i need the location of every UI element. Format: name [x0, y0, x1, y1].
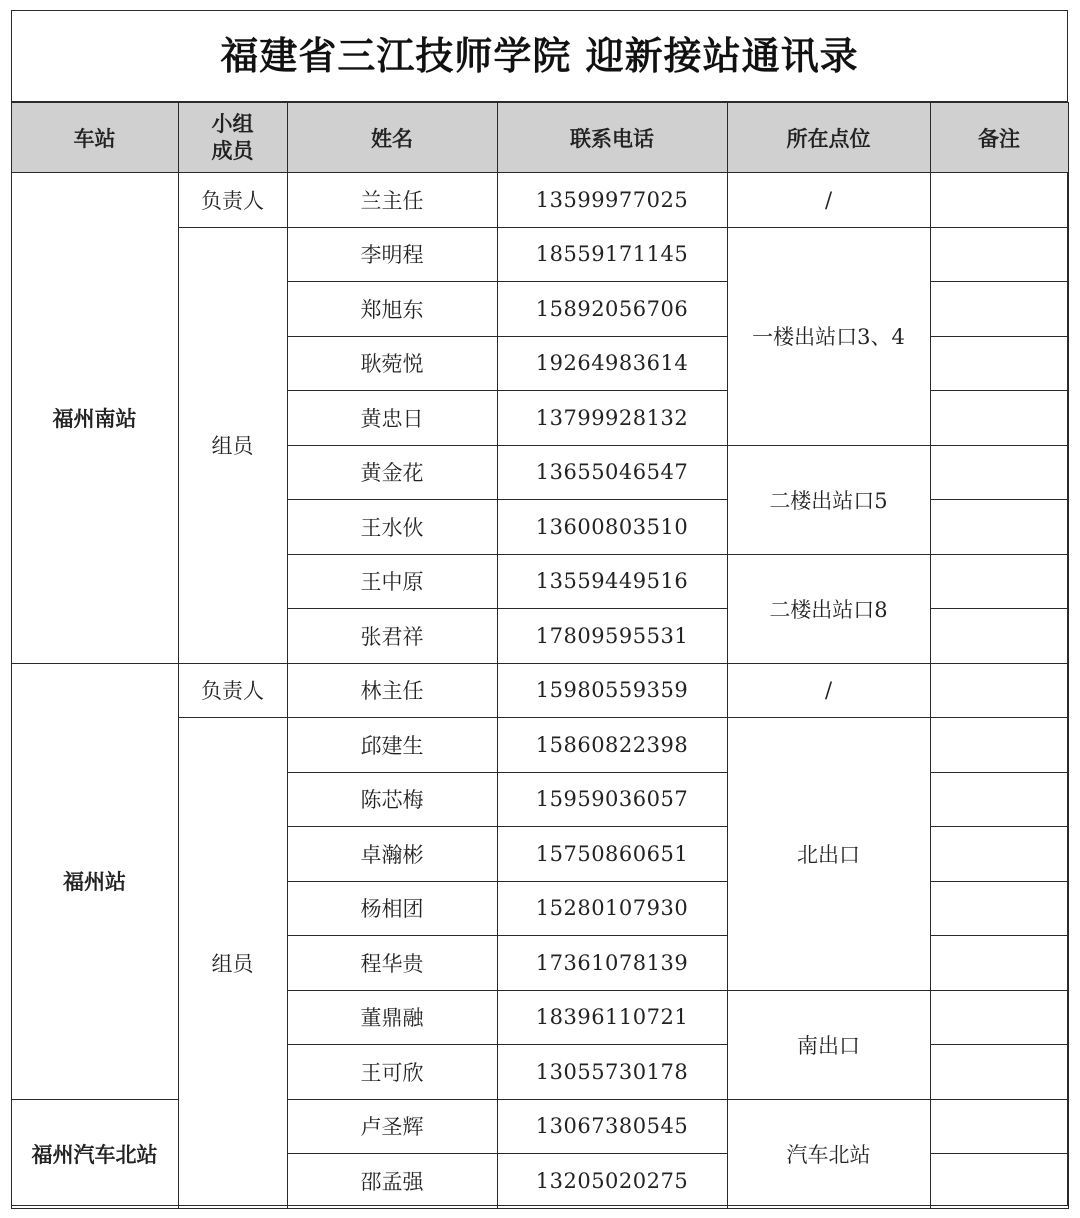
table-row [11, 173, 1068, 228]
note-cell [930, 1099, 1068, 1154]
location-cell: / [727, 173, 930, 228]
contact-table [11, 102, 1069, 1209]
role-cell: 组员 [178, 227, 287, 663]
name-cell: 卓瀚彬 [287, 827, 497, 882]
header-group [178, 103, 287, 173]
note-cell [930, 1154, 1068, 1209]
note-cell [930, 990, 1068, 1045]
phone-cell: 17809595531 [497, 609, 727, 664]
phone-cell: 17361078139 [497, 936, 727, 991]
note-cell [930, 445, 1068, 500]
phone-cell: 13067380545 [497, 1099, 727, 1154]
note-cell [930, 663, 1068, 718]
phone-cell: 19264983614 [497, 336, 727, 391]
location-cell: 二楼出站口5 [727, 445, 930, 554]
name-cell: 耿菀悦 [287, 336, 497, 391]
role-cell: 负责人 [178, 173, 287, 228]
note-cell [930, 881, 1068, 936]
header-row [11, 103, 1068, 173]
name-cell: 董鼎融 [287, 990, 497, 1045]
phone-cell: 13559449516 [497, 554, 727, 609]
location-cell: / [727, 663, 930, 718]
header-location: 所在点位 [727, 103, 930, 173]
location-cell: 一楼出站口3、4 [727, 227, 930, 445]
station-cell: 福州南站 [11, 173, 178, 664]
page-title: 福建省三江技师学院 迎新接站通讯录 [12, 11, 1067, 102]
header-station: 车站 [11, 103, 178, 173]
phone-cell: 18396110721 [497, 990, 727, 1045]
name-cell: 邱建生 [287, 718, 497, 773]
name-cell: 李明程 [287, 227, 497, 282]
note-cell [930, 336, 1068, 391]
name-cell: 林主任 [287, 663, 497, 718]
note-cell [930, 772, 1068, 827]
name-cell: 张君祥 [287, 609, 497, 664]
note-cell [930, 227, 1068, 282]
name-cell: 王中原 [287, 554, 497, 609]
name-cell: 黄金花 [287, 445, 497, 500]
note-cell [930, 500, 1068, 555]
phone-cell: 15980559359 [497, 663, 727, 718]
name-cell: 程华贵 [287, 936, 497, 991]
header-group-label: 小组成员 [211, 111, 254, 163]
header-phone: 联系电话 [497, 103, 727, 173]
note-cell [930, 282, 1068, 337]
phone-cell: 13055730178 [497, 1045, 727, 1100]
location-cell: 北出口 [727, 718, 930, 991]
phone-cell: 13599977025 [497, 173, 727, 228]
name-cell: 郑旭东 [287, 282, 497, 337]
phone-cell: 15280107930 [497, 881, 727, 936]
name-cell: 王水伙 [287, 500, 497, 555]
role-cell: 组员 [178, 718, 287, 1209]
station-cell: 福州汽车北站 [11, 1099, 178, 1208]
header-name: 姓名 [287, 103, 497, 173]
phone-cell: 15959036057 [497, 772, 727, 827]
note-cell [930, 1045, 1068, 1100]
name-cell: 卢圣辉 [287, 1099, 497, 1154]
location-cell: 二楼出站口8 [727, 554, 930, 663]
phone-cell: 18559171145 [497, 227, 727, 282]
note-cell [930, 827, 1068, 882]
note-cell [930, 936, 1068, 991]
note-cell [930, 391, 1068, 446]
name-cell: 王可欣 [287, 1045, 497, 1100]
phone-cell: 13600803510 [497, 500, 727, 555]
name-cell: 黄忠日 [287, 391, 497, 446]
table-row [11, 1099, 1068, 1154]
phone-cell: 13655046547 [497, 445, 727, 500]
name-cell: 杨相团 [287, 881, 497, 936]
phone-cell: 13799928132 [497, 391, 727, 446]
phone-cell: 15860822398 [497, 718, 727, 773]
station-cell: 福州站 [11, 663, 178, 1099]
name-cell: 陈芯梅 [287, 772, 497, 827]
location-cell: 南出口 [727, 990, 930, 1099]
role-cell: 负责人 [178, 663, 287, 718]
header-note: 备注 [930, 103, 1068, 173]
name-cell: 邵孟强 [287, 1154, 497, 1209]
phone-cell: 15750860651 [497, 827, 727, 882]
note-cell [930, 609, 1068, 664]
note-cell [930, 554, 1068, 609]
table-row [11, 663, 1068, 718]
location-cell: 汽车北站 [727, 1099, 930, 1208]
phone-cell: 13205020275 [497, 1154, 727, 1209]
name-cell: 兰主任 [287, 173, 497, 228]
note-cell [930, 718, 1068, 773]
phone-cell: 15892056706 [497, 282, 727, 337]
note-cell [930, 173, 1068, 228]
contact-sheet [11, 10, 1068, 1206]
